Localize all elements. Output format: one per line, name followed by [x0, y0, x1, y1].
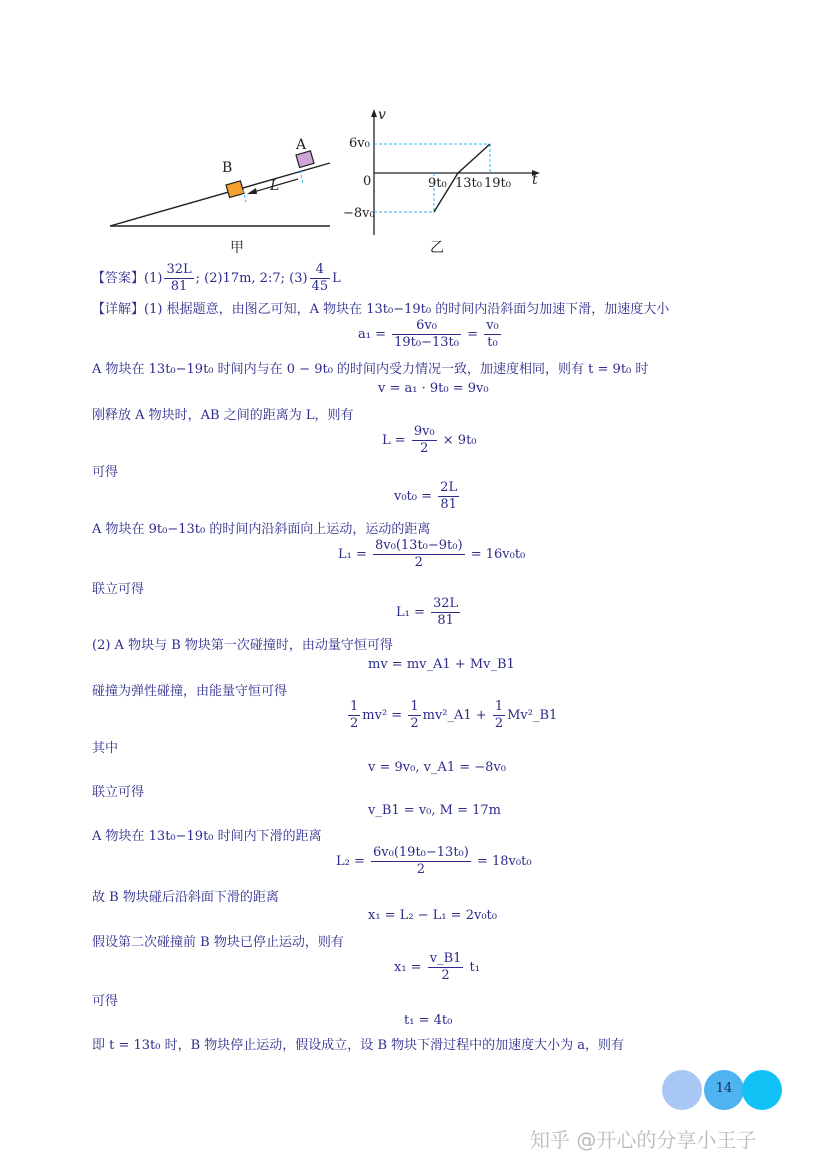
label-l: L [270, 178, 280, 194]
block-b [226, 181, 244, 198]
tick-zero: 0 [363, 174, 372, 189]
tick-19t0: 19t₀ [484, 176, 511, 191]
detail-line-9: 其中 [92, 741, 119, 756]
badge-circle-right [742, 1070, 782, 1110]
detail-line-11: A 物块在 13t₀−19t₀ 时间内下滑的距离 [92, 829, 322, 844]
label-a: A [296, 137, 307, 153]
tick-neg8v0: −8v₀ [343, 206, 375, 221]
detail-line-1 [92, 298, 669, 317]
detail-line-8: 碰撞为弹性碰撞，由能量守恒可得 [92, 684, 288, 699]
watermark: 知乎 @开心的分享小王子 [530, 1128, 757, 1152]
axis-t-label: t [532, 172, 538, 188]
axis-v-label: v [378, 107, 386, 123]
tick-9t0: 9t₀ [428, 176, 447, 191]
detail-line-7: (2) A 物块与 B 物块第一次碰撞时，由动量守恒可得 [92, 638, 393, 653]
detail-line-2: A 物块在 13t₀−19t₀ 时间内与在 0 − 9t₀ 的时间内受力情况一致，加速度相同，则有 t = 9t₀ 时 [92, 362, 649, 377]
detail-line-14: 可得 [92, 994, 119, 1009]
eq-4: v₀t₀ = $\frac{2L}{81}$ [394, 480, 458, 512]
caption-jia: 甲 [230, 240, 244, 256]
tick-13t0: 13t₀ [455, 176, 482, 191]
eq-5: L₁ = $\frac{\text{8v₀(13t₀−9t₀)}}{2}$ = 16v₀t₀ [338, 538, 526, 570]
eq-8: $\frac{1}{2}$ mv² = $\frac{1}{2}$ mv²_A1 + $\frac{1}{2}$ Mv²_B1 [350, 699, 558, 731]
eq-13: x₁ = $\frac{v\_B1}{2}$ t₁ [394, 951, 480, 983]
answer-frac2: $\frac{4}{45}$ [311, 262, 329, 294]
answer-frac1: $\frac{32L}{81}$ [166, 262, 192, 294]
eq-1: a₁ = $\frac{\text{6v₀}}{\text{19t₀−13t₀}}$ = $\frac{\text{v₀}}{\text{t₀}}$ [358, 318, 499, 350]
detail-line-5: A 物块在 9t₀−13t₀ 的时间内沿斜面向上运动，运动的距离 [92, 522, 431, 537]
eq-14: t₁ = 4t₀ [404, 1013, 453, 1028]
detail-text-1: (1) 根据题意，由图乙可知，A 物块在 13t₀−19t₀ 的时间内沿斜面匀加速下滑，加速度大小 [144, 302, 670, 317]
answer-line [92, 262, 341, 295]
page-number: 14 [715, 1081, 733, 1096]
detail-tag: 【详解】 [92, 302, 145, 317]
eq-7: mv = mv_A1 + Mv_B1 [368, 657, 515, 672]
detail-line-12: 故 B 物块碰后沿斜面下滑的距离 [92, 890, 279, 905]
tick-6v0: 6v₀ [349, 136, 370, 151]
detail-line-10: 联立可得 [92, 785, 145, 800]
eq-10: v_B1 = v₀, M = 17m [368, 803, 501, 818]
vt-graph [340, 105, 550, 245]
eq-3: L = $\frac{\text{9v₀}}{2}$ × 9t₀ [382, 424, 477, 456]
label-b: B [222, 160, 233, 176]
badge-circle-left [662, 1070, 702, 1110]
caption-yi: 乙 [430, 240, 444, 256]
eq-2: v = a₁ · 9t₀ = 9v₀ [378, 381, 489, 396]
detail-line-15: 即 t = 13t₀ 时，B 物块停止运动，假设成立，设 B 物块下滑过程中的加速度大小为 a，则有 [92, 1038, 625, 1053]
page-number-badge [662, 1070, 784, 1110]
detail-line-3: 刚释放 A 物块时，AB 之间的距离为 L，则有 [92, 408, 354, 423]
detail-line-13: 假设第二次碰撞前 B 物块已停止运动，则有 [92, 935, 344, 950]
answer-tag: 【答案】 [92, 271, 145, 286]
answer-tail: L [332, 271, 341, 286]
answer-p1: (1) [144, 271, 163, 286]
block-a [296, 151, 314, 168]
eq-9: v = 9v₀, v_A1 = −8v₀ [368, 760, 506, 775]
eq-6: L₁ = $\frac{32L}{81}$ [396, 596, 459, 628]
detail-line-6: 联立可得 [92, 582, 145, 597]
eq-12: x₁ = L₂ − L₁ = 2v₀t₀ [368, 908, 497, 923]
detail-line-4: 可得 [92, 465, 119, 480]
eq-11: L₂ = $\frac{\text{6v₀(19t₀−13t₀)}}{2}$ = 18v₀t₀ [336, 845, 532, 877]
answer-sep: ; (2)17m, 2:7; (3) [195, 271, 308, 286]
